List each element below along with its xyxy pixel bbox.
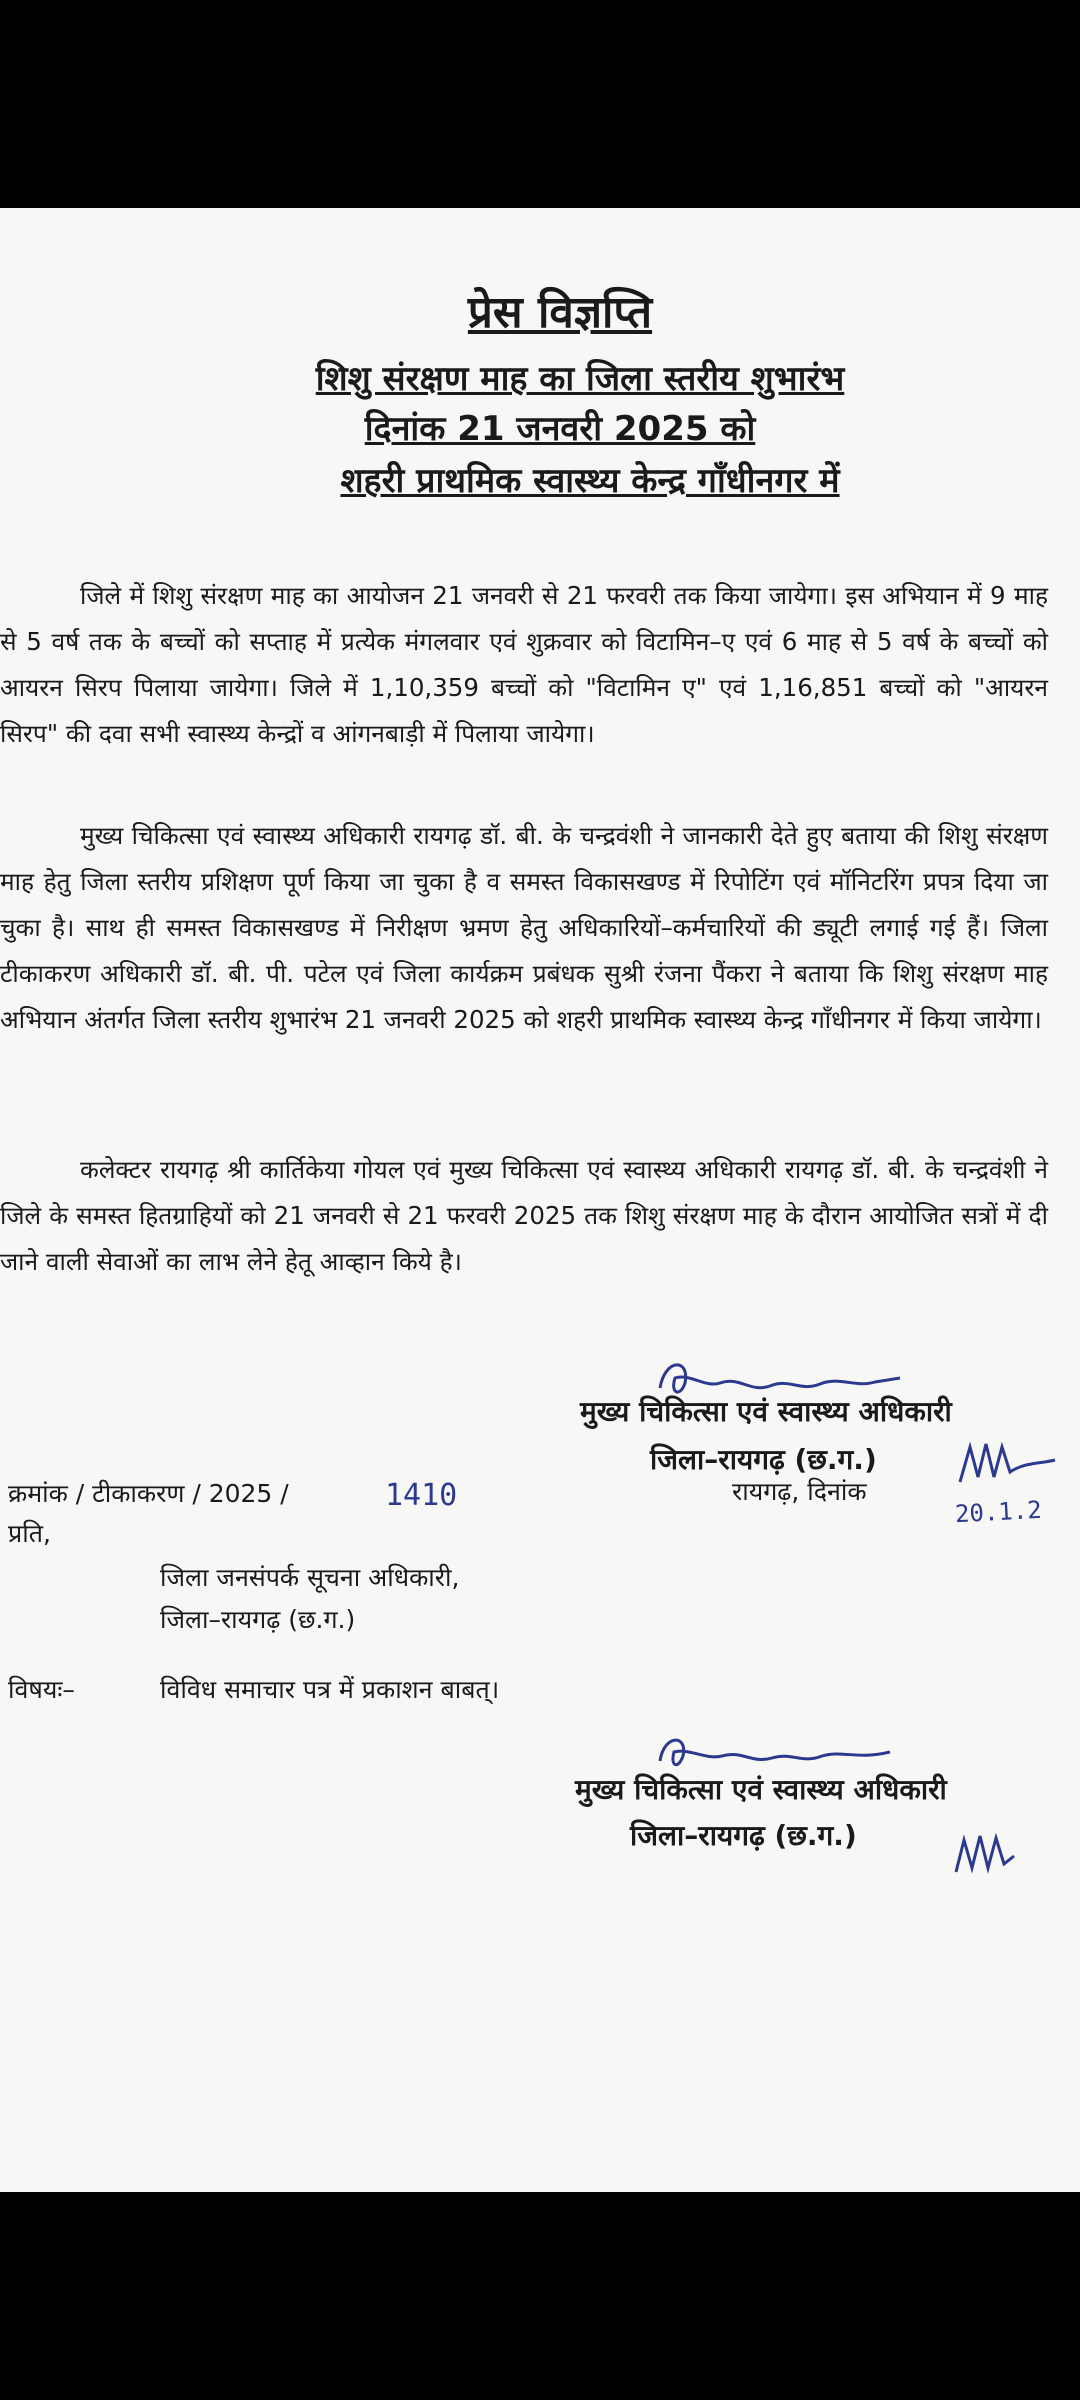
signature1-place-date: रायगढ़, दिनांक [732, 1477, 867, 1506]
recipient-line1: जिला जनसंपर्क सूचना अधिकारी, [160, 1563, 460, 1592]
signature1-designation: मुख्य चिकित्सा एवं स्वास्थ्य अधिकारी [580, 1395, 952, 1428]
paragraph-2: मुख्य चिकित्सा एवं स्वास्थ्य अधिकारी रायगढ़ डॉ. बी. के चन्द्रवंशी ने जानकारी देते हुए बताया की शिशु संरक्षण माह हेतु जिला स्तरीय प्रशिक्षण पूर्ण किया जा चुका है व समस्त विकासखण्ड में रिपोटिंग एवं मॉनिटरिंग प्रपत्र दिया जा चुका है। साथ ही समस्त विकासखण्ड में निरीक्षण भ्रमण हेतु अधिकारियों–कर्मचारियों की ड्यूटी लगाई गई हैं। जिला टीकाकरण अधिकारी डॉ. बी. पी. पटेल एवं जिला कार्यक्रम प्रबंधक सुश्री रंजना पैंकरा ने बताया कि शिशु संरक्षण माह अभियान अंतर्गत जिला स्तरीय शुभारंभ 21 जनवरी 2025 को शहरी प्राथमिक स्वास्थ्य केन्द्र गाँधीनगर में किया जायेगा। [0, 820, 1048, 1034]
dispatch-handwritten-number: 1410 [385, 1478, 458, 1513]
signature1-office: जिला–रायगढ़ (छ.ग.) [650, 1443, 877, 1476]
recipient-line2: जिला–रायगढ़ (छ.ग.) [160, 1605, 356, 1634]
initials-scribble-2 [950, 1826, 1020, 1881]
to-label: प्रति, [8, 1519, 51, 1548]
subject-text: विविध समाचार पत्र में प्रकाशन बाबत्। [160, 1675, 500, 1704]
paragraph-1: जिले में शिशु संरक्षण माह का आयोजन 21 जनवरी से 21 फरवरी तक किया जायेगा। इस अभियान में 9 माह से 5 वर्ष तक के बच्चों को सप्ताह में प्रत्येक मंगलवार एवं शुक्रवार को विटामिन–ए एवं 6 माह से 5 वर्ष के बच्चों को आयरन सिरप पिलाया जायेगा। जिले में 1,10,359 बच्चों को "विटामिन ए" एवं 1,16,851 बच्चों को "आयरन सिरप" की दवा सभी स्वास्थ्य केन्द्रों व आंगनबाड़ी में पिलाया जायेगा। [0, 580, 1048, 748]
document-title: प्रेस विज्ञप्ति [467, 287, 653, 338]
signature2-designation: मुख्य चिकित्सा एवं स्वास्थ्य अधिकारी [575, 1773, 947, 1806]
document-page [0, 208, 1080, 2192]
signature1-handwritten-date: 20.1.2 [954, 1495, 1043, 1529]
paragraph-3: कलेक्टर रायगढ़ श्री कार्तिकेया गोयल एवं मुख्य चिकित्सा एवं स्वास्थ्य अधिकारी रायगढ़ डॉ. बी. के चन्द्रवंशी ने जिले के समस्त हितग्राहियों को 21 जनवरी से 21 फरवरी 2025 तक शिशु संरक्षण माह के दौरान आयोजित सत्रों में दी जाने वाली सेवाओं का लाभ लेने हेतू आव्हान किये है। [0, 1154, 1048, 1276]
dispatch-number-label: क्रमांक / टीकाकरण / 2025 / [8, 1479, 289, 1508]
document-subtitle-line2: दिनांक 21 जनवरी 2025 को [364, 409, 756, 449]
document-subtitle-line1: शिशु संरक्षण माह का जिला स्तरीय शुभारंभ [315, 359, 845, 399]
subject-label: विषयः– [8, 1675, 75, 1704]
signature2-office: जिला–रायगढ़ (छ.ग.) [630, 1819, 857, 1852]
signature-scribble-2 [650, 1726, 900, 1776]
initials-scribble-1 [950, 1432, 1060, 1492]
document-subtitle-line3: शहरी प्राथमिक स्वास्थ्य केन्द्र गाँधीनगर में [340, 461, 840, 501]
